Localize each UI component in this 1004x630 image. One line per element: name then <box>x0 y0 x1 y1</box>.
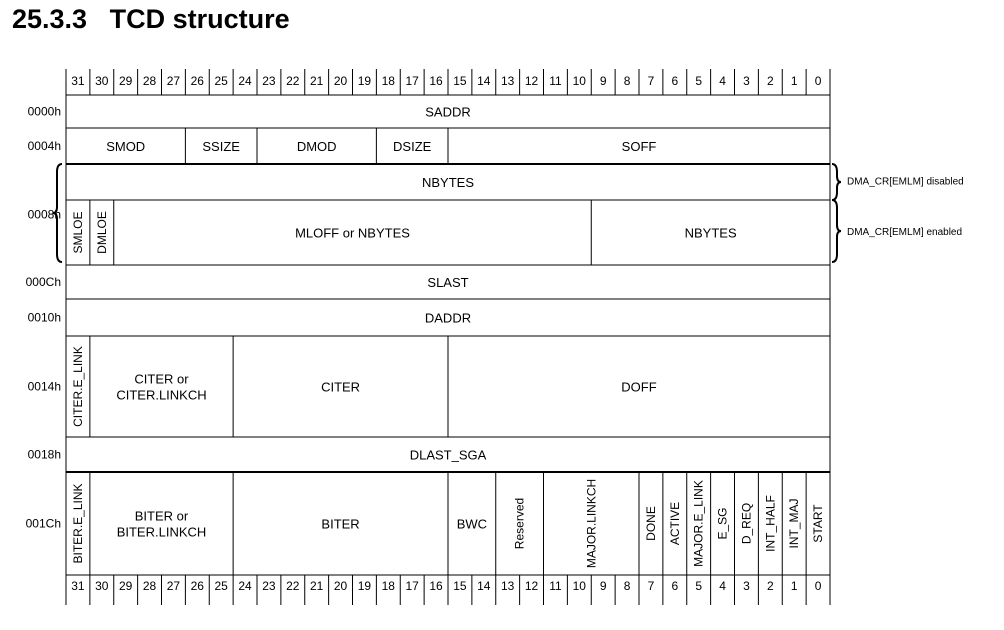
bit-number-bottom: 7 <box>647 579 655 593</box>
bit-number-top: 15 <box>453 74 467 88</box>
row-offset: 0018h <box>27 447 61 462</box>
bit-number-bottom: 11 <box>549 579 562 593</box>
bit-number-bottom: 6 <box>671 579 679 593</box>
field-mloff-or-nbytes: MLOFF or NBYTES <box>295 225 410 240</box>
field-int-maj: INT_MAJ <box>787 498 802 549</box>
bit-number-bottom: 21 <box>310 579 324 593</box>
bit-number-top: 6 <box>671 74 679 88</box>
field-bwc: BWC <box>456 516 488 531</box>
field-slast: SLAST <box>427 274 469 290</box>
field-soff: SOFF <box>621 138 657 154</box>
bit-number-top: 7 <box>647 74 655 88</box>
row-offset: 001Ch <box>25 516 61 531</box>
bit-number-bottom: 20 <box>333 579 348 593</box>
bit-number-bottom: 28 <box>142 579 157 593</box>
bit-number-bottom: 22 <box>286 579 300 593</box>
bit-number-top: 11 <box>549 74 562 88</box>
field-int-half: INT_HALF <box>763 495 778 552</box>
field-active: ACTIVE <box>667 501 682 546</box>
bit-number-bottom: 19 <box>357 579 372 593</box>
bit-number-top: 0 <box>814 74 822 88</box>
bit-number-bottom: 2 <box>766 579 774 593</box>
bit-number-bottom: 3 <box>743 579 750 593</box>
bit-number-top: 14 <box>477 74 491 88</box>
bit-number-bottom: 29 <box>119 579 133 593</box>
bit-number-bottom: 13 <box>501 579 515 593</box>
bit-number-top: 24 <box>238 74 252 88</box>
bit-number-top: 21 <box>310 74 324 88</box>
right-brace-enabled <box>832 200 841 262</box>
field-major-linkch: MAJOR.LINKCH <box>584 478 599 569</box>
bit-number-bottom: 30 <box>95 579 109 593</box>
right-brace-disabled <box>832 164 841 200</box>
field-citer: CITER <box>321 379 361 394</box>
bit-number-top: 16 <box>429 74 443 88</box>
bit-number-bottom: 12 <box>524 579 539 593</box>
field-citer-or-citer-linkch: CITER or CITER.LINKCH <box>116 371 207 402</box>
field-dmloe: DMLOE <box>94 211 109 254</box>
bit-number-top: 22 <box>286 74 300 88</box>
bit-number-top: 1 <box>790 74 798 88</box>
field-smod: SMOD <box>106 138 146 154</box>
field-smloe: SMLOE <box>70 211 85 254</box>
bit-number-bottom: 10 <box>572 579 586 593</box>
field-done: DONE <box>643 506 658 541</box>
row-offset: 000Ch <box>25 275 61 289</box>
field-d-req: D_REQ <box>739 502 754 545</box>
field-daddr: DADDR <box>424 310 472 325</box>
bit-number-top: 23 <box>262 74 276 88</box>
row-offset: 0010h <box>27 310 61 325</box>
bit-number-top: 18 <box>381 74 395 88</box>
bit-number-bottom: 14 <box>477 579 491 593</box>
field-dlast-sga: DLAST_SGA <box>409 447 487 462</box>
bit-number-bottom: 18 <box>381 579 395 593</box>
variant-note: DMA_CR[EMLM] enabled <box>847 227 963 238</box>
row-offset: 0014h <box>27 379 61 394</box>
bit-number-bottom: 15 <box>453 579 467 593</box>
row-offset: 0000h <box>27 104 61 119</box>
bit-number-top: 2 <box>766 74 774 88</box>
bit-number-bottom: 27 <box>166 579 181 593</box>
field-nbytes: NBYTES <box>421 174 475 190</box>
bit-number-bottom: 25 <box>214 579 228 593</box>
field-citer-e-link: CITER.E_LINK <box>70 346 85 427</box>
field-dsize: DSIZE <box>393 138 432 154</box>
bit-number-top: 29 <box>119 74 133 88</box>
bit-number-bottom: 9 <box>599 579 607 593</box>
bit-number-bottom: 1 <box>790 579 798 593</box>
bit-number-top: 12 <box>524 74 539 88</box>
bit-number-bottom: 24 <box>238 579 252 593</box>
bit-number-top: 31 <box>71 74 85 88</box>
field-nbytes: NBYTES <box>684 225 737 240</box>
field-doff: DOFF <box>621 379 657 394</box>
bit-number-top: 20 <box>333 74 348 88</box>
bit-number-top: 17 <box>405 74 419 88</box>
row-offset: 0004h <box>27 139 61 153</box>
field-major-e-link: MAJOR.E_LINK <box>691 480 706 567</box>
field-biter-e-link: BITER.E_LINK <box>70 483 85 564</box>
bit-number-top: 25 <box>214 74 228 88</box>
row-offset: 0008h <box>27 207 61 222</box>
bit-number-top: 5 <box>695 74 703 88</box>
field-biter: BITER <box>321 516 360 531</box>
bit-number-bottom: 5 <box>695 579 703 593</box>
bit-number-top: 13 <box>501 74 515 88</box>
bit-number-bottom: 0 <box>814 579 822 593</box>
bit-number-top: 27 <box>166 74 181 88</box>
bit-number-top: 10 <box>572 74 586 88</box>
bit-number-bottom: 16 <box>429 579 443 593</box>
bit-number-bottom: 26 <box>190 579 204 593</box>
bit-number-top: 30 <box>95 74 109 88</box>
bit-number-top: 19 <box>357 74 372 88</box>
bit-number-top: 8 <box>623 74 631 88</box>
bit-number-top: 3 <box>743 74 750 88</box>
field-reserved: Reserved <box>512 497 527 550</box>
bit-number-bottom: 31 <box>71 579 85 593</box>
bit-number-top: 28 <box>142 74 157 88</box>
field-e-sg: E_SG <box>715 507 730 540</box>
bit-number-top: 4 <box>719 74 726 88</box>
bit-number-bottom: 8 <box>623 579 631 593</box>
bit-number-bottom: 17 <box>405 579 419 593</box>
field-saddr: SADDR <box>425 104 471 119</box>
variant-note: DMA_CR[EMLM] disabled <box>847 176 964 188</box>
section-title: TCD structure <box>109 4 290 34</box>
field-dmod: DMOD <box>296 138 337 154</box>
field-ssize: SSIZE <box>202 138 240 154</box>
section-number: 25.3.3 <box>12 4 88 34</box>
bit-number-bottom: 23 <box>262 579 276 593</box>
field-start: START <box>811 504 826 543</box>
field-biter-or-biter-linkch: BITER or BITER.LINKCH <box>116 508 207 539</box>
bit-number-top: 9 <box>599 74 607 88</box>
bit-number-top: 26 <box>190 74 204 88</box>
bit-number-bottom: 4 <box>719 579 726 593</box>
